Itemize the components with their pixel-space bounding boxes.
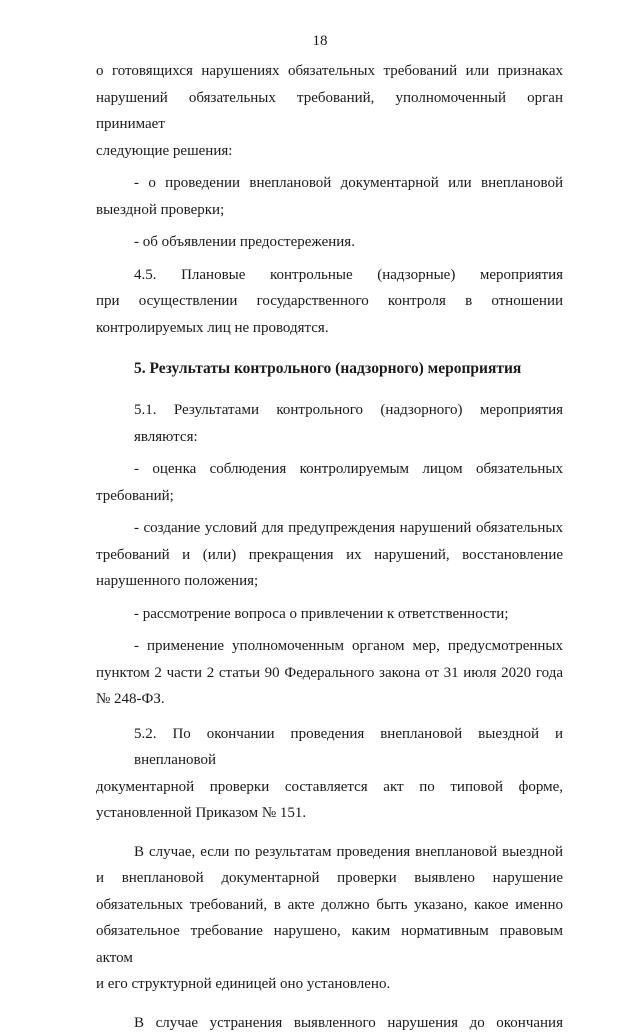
list-item-line: - рассмотрение вопроса о привлечении к ответственности; [96, 601, 563, 628]
text-line: установленной Приказом № 151. [96, 800, 563, 827]
document-body [96, 58, 563, 1036]
section-heading: 5. Результаты контрольного (надзорного) мероприятия [96, 356, 563, 382]
text-line: нарушений обязательных требований, уполномоченный орган принимает [96, 85, 563, 138]
text-line: требований и (или) прекращения их нарушений, восстановление [96, 542, 563, 569]
text-line: обязательное требование нарушено, каким нормативным правовым актом [96, 918, 563, 971]
text-line: и его структурной единицей оно установлено. [96, 971, 563, 998]
text-line: обязательных требований, в акте должно быть указано, какое именно [96, 892, 563, 919]
text-line: выездной проверки; [96, 197, 563, 224]
list-item-line: - создание условий для предупреждения нарушений обязательных [96, 515, 563, 542]
text-line: нарушенного положения; [96, 568, 563, 595]
text-line: контролируемых лиц не проводятся. [96, 315, 563, 342]
list-item-line: - о проведении внеплановой документарной или внеплановой [96, 170, 563, 197]
page-number: 18 [0, 33, 640, 50]
paragraph-line: В случае, если по результатам проведения внеплановой выездной [96, 839, 563, 866]
text-line: при осуществлении государственного контроля в отношении [96, 288, 563, 315]
clause-4-5-line: 4.5. Плановые контрольные (надзорные) мероприятия [96, 262, 563, 289]
text-line: и внеплановой документарной проверки выявлено нарушение [96, 865, 563, 892]
text-line: следующие решения: [96, 138, 563, 165]
text-line: документарной проверки составляется акт по типовой форме, [96, 774, 563, 801]
list-item-line: - об объявлении предостережения. [96, 229, 563, 256]
text-line: № 248-ФЗ. [96, 686, 563, 713]
text-line: требований; [96, 483, 563, 510]
list-item-line: - применение уполномоченным органом мер, предусмотренных [96, 633, 563, 660]
text-line: о готовящихся нарушениях обязательных требований или признаках [96, 58, 563, 85]
paragraph-line: В случае устранения выявленного нарушения до окончания [96, 1010, 563, 1036]
text-line: пунктом 2 части 2 статьи 90 Федерального закона от 31 июля 2020 года [96, 660, 563, 687]
clause-5-1-line: 5.1. Результатами контрольного (надзорного) мероприятия являются: [96, 397, 563, 450]
list-item-line: - оценка соблюдения контролируемым лицом обязательных [96, 456, 563, 483]
clause-5-2-line: 5.2. По окончании проведения внеплановой выездной и внеплановой [96, 721, 563, 774]
